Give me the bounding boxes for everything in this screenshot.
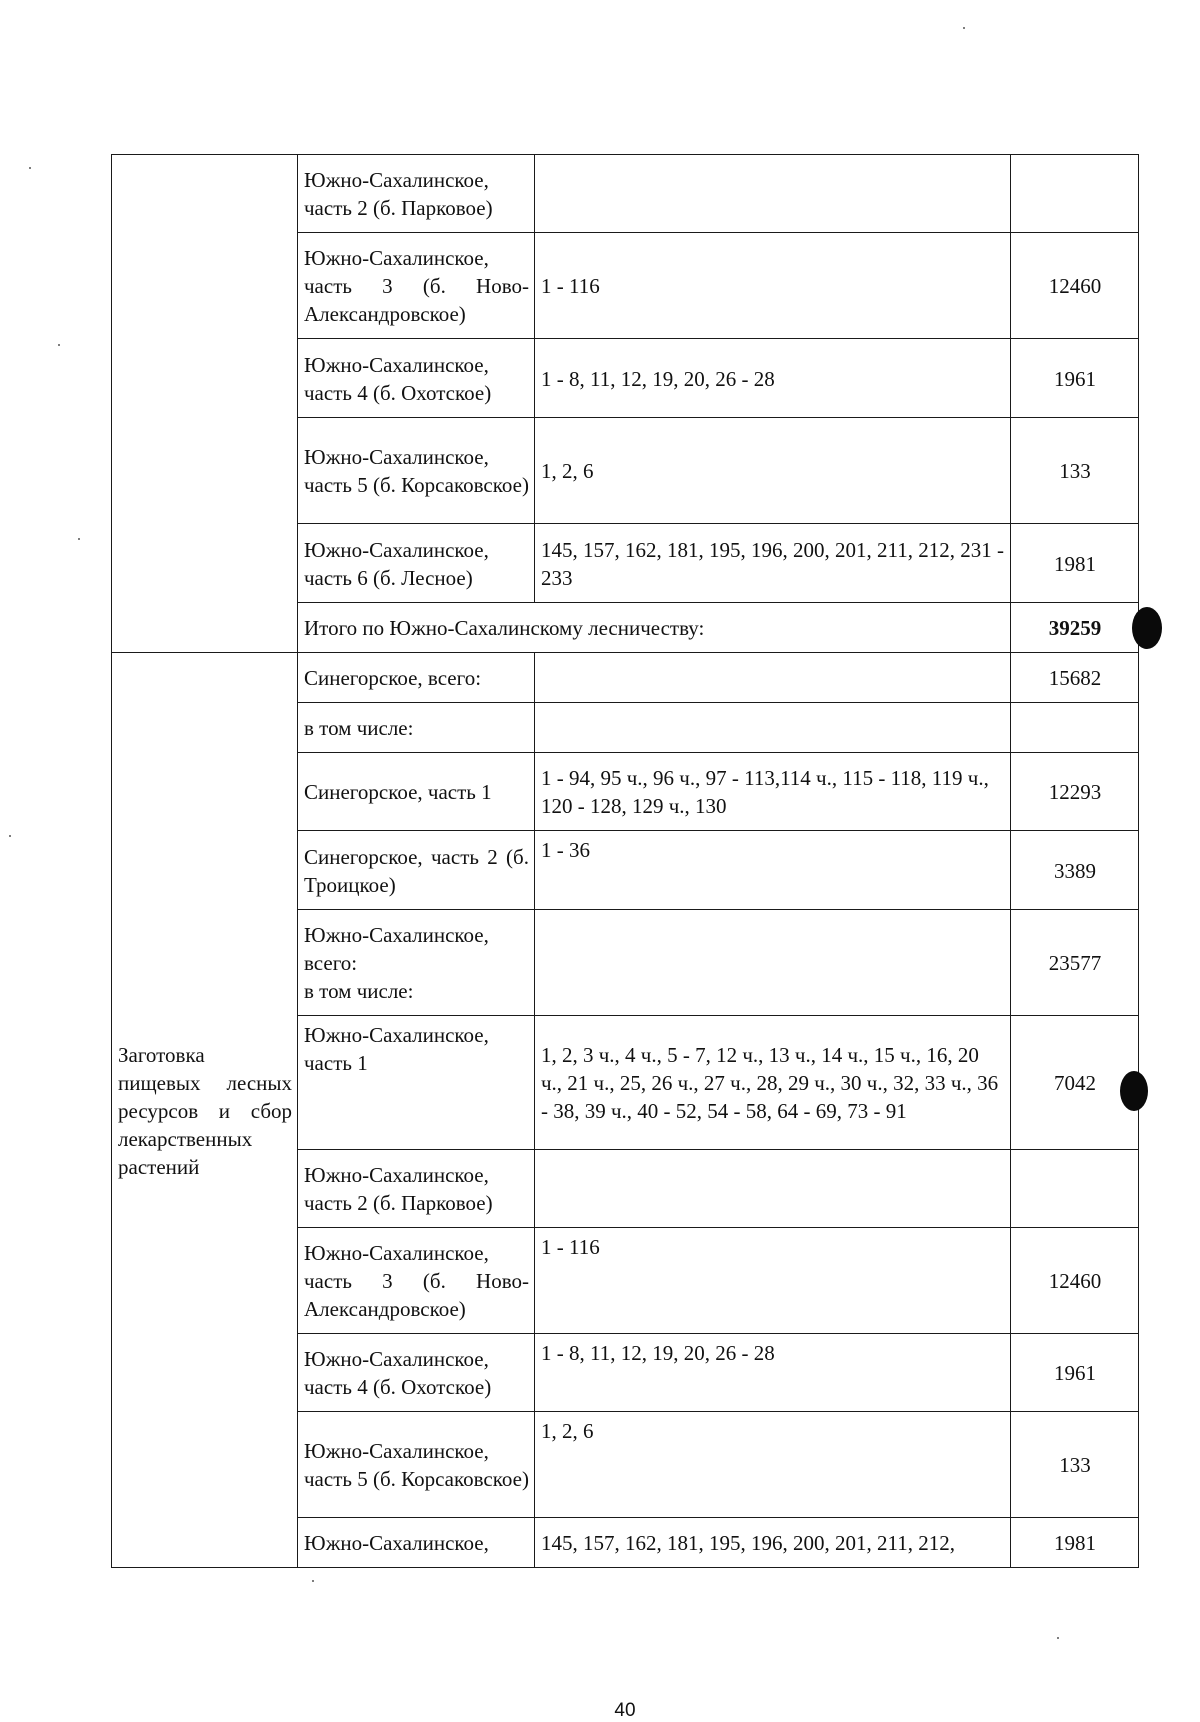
total-label: Итого по Южно-Сахалинскому лесничеству: [298,603,1011,653]
area-cell: 1961 [1011,339,1139,418]
page-number: 40 [614,1700,636,1721]
place-cell: Южно-Сахалинское, часть 4 (б. Охотское) [298,1334,535,1412]
quarters-cell: 145, 157, 162, 181, 195, 196, 200, 201, 211, 212, 231 - 233 [535,524,1011,603]
area-cell: 12293 [1011,753,1139,831]
quarters-cell: 1 - 116 [535,233,1011,339]
quarters-cell [535,653,1011,703]
area-cell: 15682 [1011,653,1139,703]
area-cell: 7042 [1011,1016,1139,1150]
quarters-cell: 1 - 8, 11, 12, 19, 20, 26 - 28 [535,339,1011,418]
total-area: 39259 [1011,603,1139,653]
quarters-cell: 1, 2, 3 ч., 4 ч., 5 - 7, 12 ч., 13 ч., 14 ч., 15 ч., 16, 20 ч., 21 ч., 25, 26 ч., 27 ч., 28, 29 ч., 30 ч., 32, 33 ч., 36 - 38, 39 ч., 40 - 52, 54 - 58, 64 - 69, 73 - 91 [535,1016,1011,1150]
scan-speck [58,344,60,346]
area-cell: 3389 [1011,831,1139,910]
area-cell: 23577 [1011,910,1139,1016]
area-cell [1011,1150,1139,1228]
area-cell [1011,703,1139,753]
quarters-cell: 1 - 94, 95 ч., 96 ч., 97 - 113,114 ч., 115 - 118, 119 ч., 120 - 128, 129 ч., 130 [535,753,1011,831]
area-cell: 1981 [1011,1518,1139,1568]
area-cell: 133 [1011,418,1139,524]
quarters-cell: 145, 157, 162, 181, 195, 196, 200, 201, 211, 212, [535,1518,1011,1568]
scan-speck [9,835,11,837]
place-cell: Синегорское, часть 2 (б. Троицкое) [298,831,535,910]
table-row [112,155,1139,233]
place-cell: Южно-Сахалинское, часть 3 (б. Ново-Александровское) [298,233,535,339]
place-cell: Южно-Сахалинское, часть 5 (б. Корсаковское) [298,1412,535,1518]
area-cell [1011,155,1139,233]
area-cell: 133 [1011,1412,1139,1518]
place-cell: Южно-Сахалинское, часть 2 (б. Парковое) [298,1150,535,1228]
quarters-cell [535,155,1011,233]
scan-speck [78,538,80,540]
scan-speck [312,1580,314,1582]
place-cell: Южно-Сахалинское, часть 3 (б. Ново-Александровское) [298,1228,535,1334]
scan-speck [1057,1637,1059,1639]
place-cell: Южно-Сахалинское, часть 6 (б. Лесное) [298,524,535,603]
activity-cell-continued [112,155,298,653]
area-cell: 12460 [1011,1228,1139,1334]
scan-speck [29,167,31,169]
area-cell: 12460 [1011,233,1139,339]
quarters-cell: 1 - 36 [535,831,1011,910]
quarters-cell [535,703,1011,753]
activity-cell [112,653,298,1568]
ink-blot [1132,607,1162,649]
quarters-cell [535,910,1011,1016]
ink-blot [1120,1071,1148,1111]
forest-quarters-table [111,154,1139,1568]
scan-speck [963,27,965,29]
place-cell: Южно-Сахалинское, часть 2 (б. Парковое) [298,155,535,233]
place-cell: Синегорское, часть 1 [298,753,535,831]
quarters-cell: 1, 2, 6 [535,1412,1011,1518]
place-cell: Южно-Сахалинское, [298,1518,535,1568]
area-cell: 1981 [1011,524,1139,603]
quarters-cell: 1 - 116 [535,1228,1011,1334]
place-cell: Южно-Сахалинское, часть 4 (б. Охотское) [298,339,535,418]
quarters-cell: 1, 2, 6 [535,418,1011,524]
place-cell: Южно-Сахалинское, часть 1 [298,1016,535,1150]
quarters-cell [535,1150,1011,1228]
place-cell: Южно-Сахалинское, часть 5 (б. Корсаковское) [298,418,535,524]
activity-label: Заготовка пищевых лесных ресурсов и сбор лекарственных растений [118,1042,292,1179]
table-row [112,653,1139,703]
place-cell: Синегорское, всего: [298,653,535,703]
area-cell: 1961 [1011,1334,1139,1412]
place-cell: в том числе: [298,703,535,753]
place-cell: Южно-Сахалинское, всего: в том числе: [298,910,535,1016]
quarters-cell: 1 - 8, 11, 12, 19, 20, 26 - 28 [535,1334,1011,1412]
